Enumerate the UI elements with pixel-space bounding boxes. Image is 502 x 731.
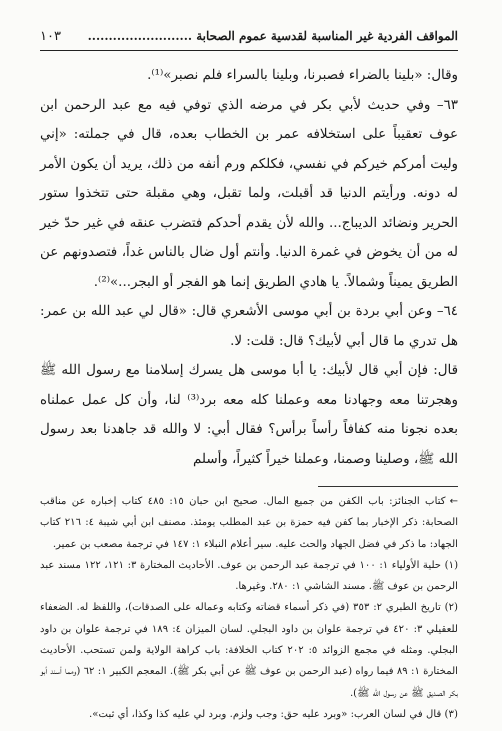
paragraph: ٦٣– وفي حديث لأبي بكر في مرضه الذي توفي فيه مع عبد الرحمن ابن عوف تعقيباً على استخلافه عمر بن الخطاب بعده، قال في جملته: «إني وليت أمركم خيركم في نفسي، فكلكم ورم أنفه من ذلك، يريد أن يكون الأمر له دونه. ورأيتم الدنيا قد أقبلت، ولما تقبل، وهي مقبلة حتى تتخذوا ستور الحرير ونضائد الديباج... والله لأن يقدم أحدكم فتضرب عنقه في غير حدّ خير له من أن يخوض في غمرة الدنيا. وأنتم أول ضال بالناس غداً، فتصدونهم عن الطريق يميناً وشمالاً. يا هادي الطريق إنما هو الفجر أو البجر...»⁽²⁾. bbox=[40, 97, 458, 290]
footnote-divider bbox=[318, 486, 458, 487]
page-number: ١٠٣ bbox=[40, 28, 61, 43]
header-title: المواقف الفردية غير المناسبة لقدسية عموم الصحابة ......................... bbox=[87, 29, 458, 43]
footnote: (١) حلية الأولياء ١: ١٠٠ في ترجمة عبد الرحمن بن عوف. الأحاديث المختارة ٣: ١٢١، ١٢٢ مسند عبد الرحمن بن عوف ﷺ. مسند الشاشي ١: ٢٨٠. وغيرها. bbox=[40, 559, 459, 593]
footnote: (٣) قال في لسان العرب: «وبرد عليه حق: وجب ولزم. وبرد لي عليه كذا وكذا، أي ثبت». bbox=[89, 708, 458, 720]
running-header bbox=[40, 28, 458, 51]
main-text bbox=[40, 61, 458, 474]
continuation-arrow-icon: ← bbox=[449, 496, 459, 507]
paragraph: قال: فإن أبي قال لأبيك: يا أبا موسى هل يسرك إسلامنا مع رسول الله ﷺ وهجرتنا معه وجهادنا معه وعملنا كله معه برد⁽³⁾ لنا، وأن كل عمل عملناه بعده نجونا منه كفافاً رأساً برأس؟ فقال أبي: لا والله قد جاهدنا بعد رسول الله ﷺ، وصلينا وصمنا، وعملنا خيراً كثيراً، وأسلم bbox=[40, 363, 459, 467]
footnote: ←كتاب الجنائز: باب الكفن من جميع المال. صحيح ابن حبان ١٥: ٤٨٥ كتاب إخباره عن مناقب الصحابة: ذكر الإخبار بما كفن فيه حمزة بن عبد المطلب يومئذ. مصنف ابن أبي شيبة ٤: ٢١٦ كتاب الجهاد: ما ذكر في فضل الجهاد والحث عليه. سير أعلام النبلاء ١: ١٤٧ في ترجمة مصعب بن عمير. bbox=[40, 496, 459, 550]
paragraph: ٦٤– وعن أبي بردة بن أبي موسى الأشعري قال: «قال لي عبد الله بن عمر: هل تدري ما قال أبي لأبيك؟ قال: قلت: لا. bbox=[40, 304, 458, 349]
paragraph: وقال: «بلينا بالضراء فصبرنا، وبلينا بالسراء فلم نصبر»⁽¹⁾. bbox=[147, 68, 458, 83]
footnotes bbox=[40, 491, 458, 725]
footnote: (٢) تاريخ الطبري ٢: ٣٥٣ (في ذكر أسماء قضاته وكتابه وعماله على الصدقات)، واللفظ له. الضعفاء للعقيلي ٣: ٤٢٠ في ترجمة علوان بن داود البجلي. لسان الميزان ٤: ١٨٩ في ترجمة علوان بن داود البجلي. ومثله في مجمع الزوائد ٥: ٢٠٢ كتاب الخلافة: باب كراهة الولاية ولمن تستحب. الأحاديث المختارة ١: ٨٩ فيما رواه (عبد الرحمن بن عوف ﷺ عن أبي بكر ﷺ). المعجم الكبير ١: ٦٢ (ومما أسند أبو بكر الصديق ﷺ عن رسول الله ﷺ). bbox=[40, 602, 459, 699]
